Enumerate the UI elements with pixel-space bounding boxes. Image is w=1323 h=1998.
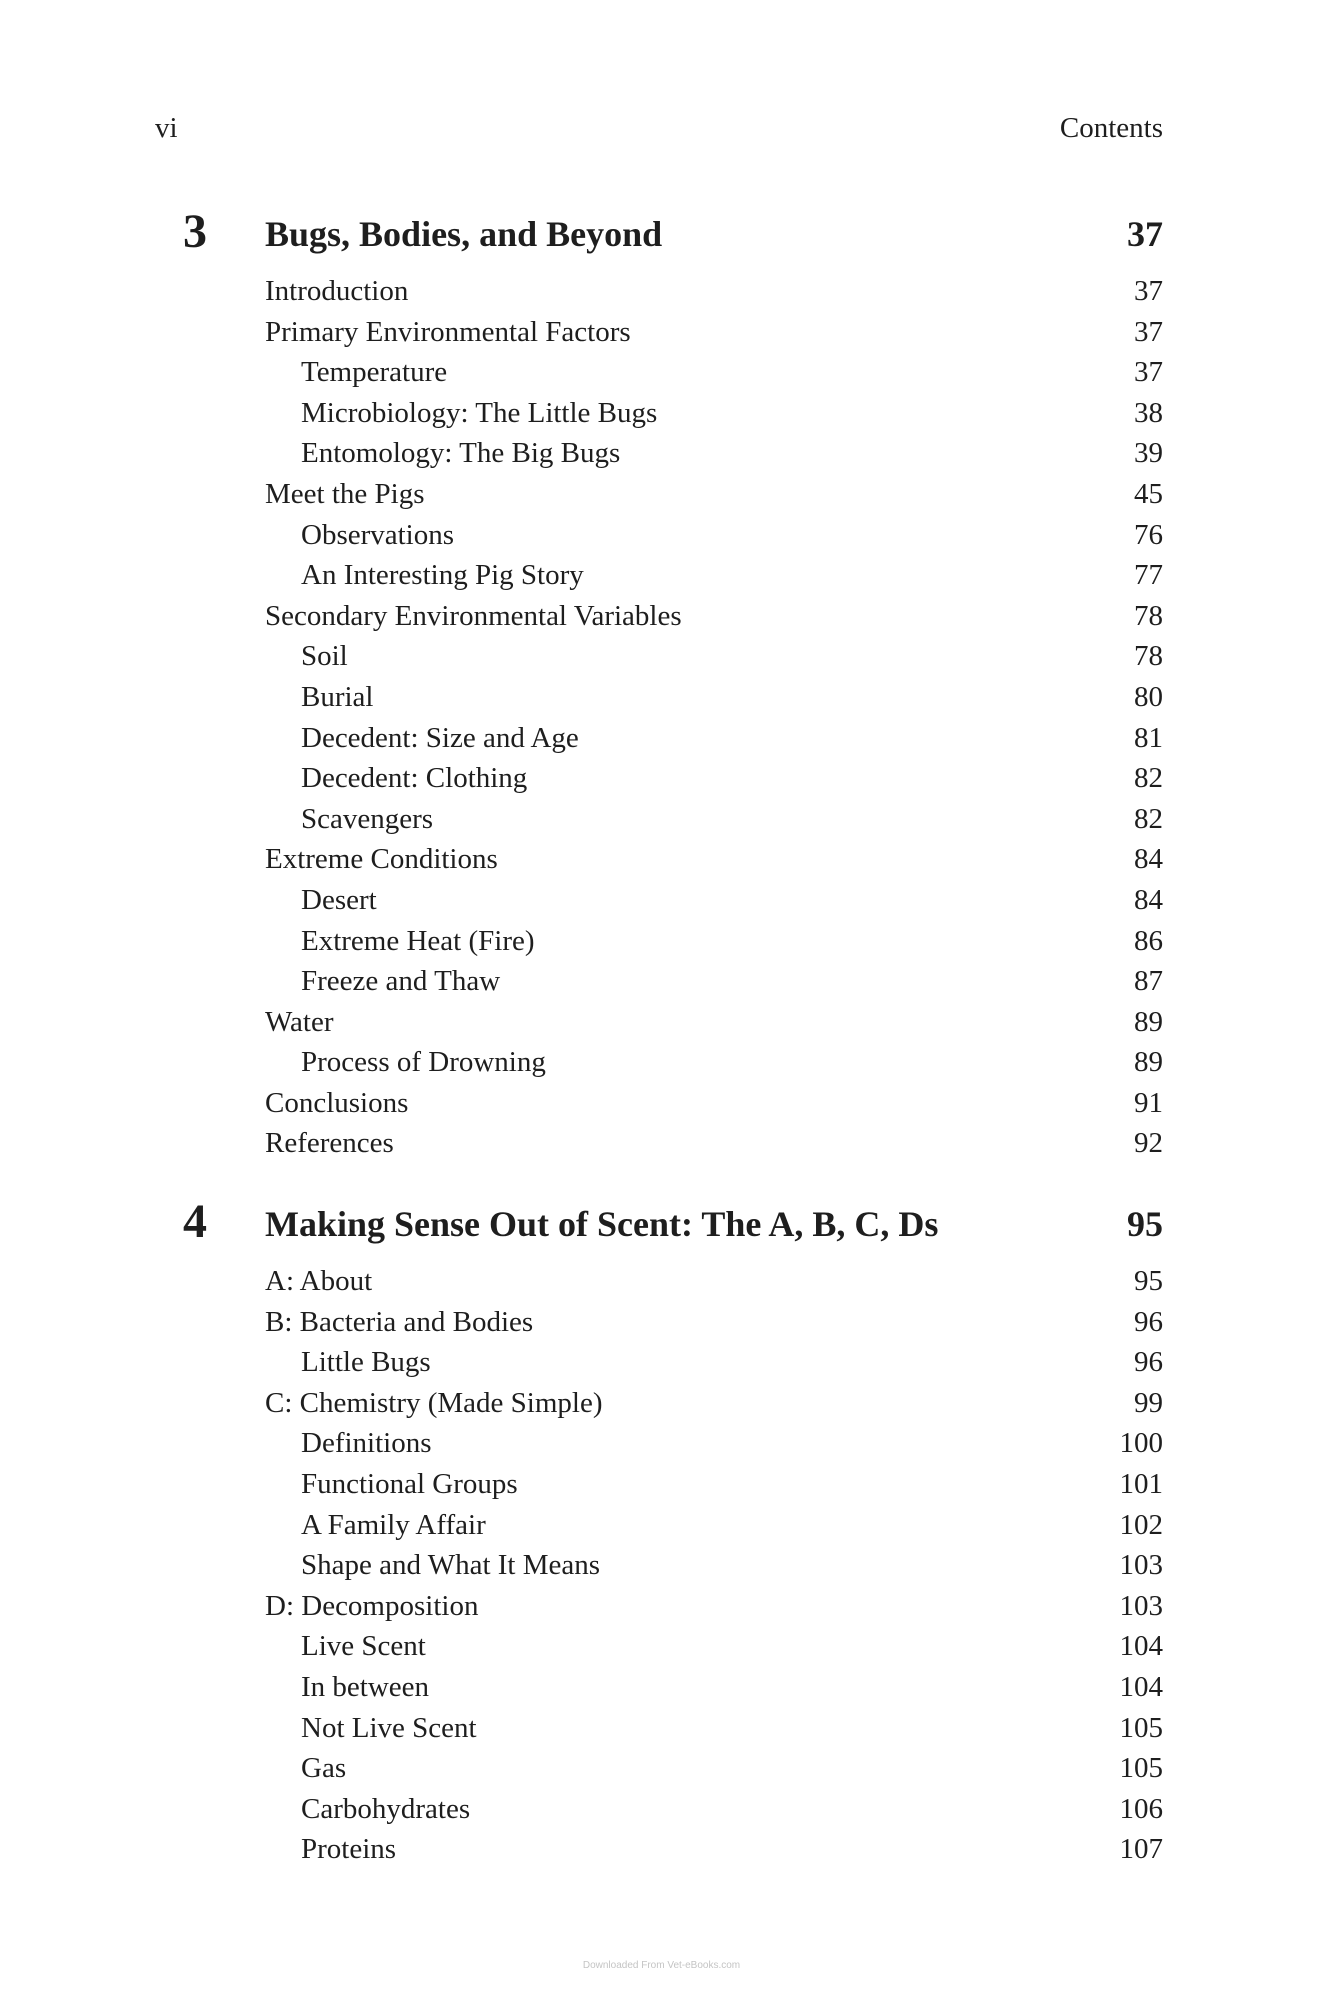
entry-page-number: 38 — [1134, 396, 1163, 429]
entry-title: B: Bacteria and Bodies — [265, 1305, 534, 1338]
entry-page-number: 102 — [1119, 1508, 1163, 1541]
entry-page-number: 89 — [1134, 1046, 1163, 1079]
toc-subsection-entry[interactable] — [155, 677, 1163, 718]
entry-title: An Interesting Pig Story — [301, 559, 584, 592]
toc-subsection-entry[interactable] — [155, 352, 1163, 393]
chapter-number: 4 — [183, 1195, 207, 1248]
toc-subsection-entry[interactable] — [155, 393, 1163, 434]
toc-subsection-entry[interactable] — [155, 1708, 1163, 1749]
entry-page-number: 84 — [1134, 883, 1163, 916]
entry-title: In between — [301, 1670, 430, 1703]
toc-subsection-entry[interactable] — [155, 1545, 1163, 1586]
toc-section-entry[interactable] — [155, 271, 1163, 312]
entry-page-number: 96 — [1134, 1305, 1163, 1338]
entry-page-number: 99 — [1134, 1386, 1163, 1419]
entry-page-number: 103 — [1119, 1589, 1163, 1622]
toc-section-entry[interactable] — [155, 1302, 1163, 1343]
toc-section-entry[interactable] — [155, 312, 1163, 353]
entry-title: Primary Environmental Factors — [265, 315, 631, 348]
entry-title: Carbohydrates — [301, 1792, 471, 1825]
toc-section-entry[interactable] — [155, 1261, 1163, 1302]
toc-subsection-entry[interactable] — [155, 1789, 1163, 1830]
toc-section-entry[interactable] — [155, 596, 1163, 637]
running-head — [155, 108, 1163, 148]
entry-page-number: 89 — [1134, 1005, 1163, 1038]
toc-section-entry[interactable] — [155, 1586, 1163, 1627]
toc-subsection-entry[interactable] — [155, 636, 1163, 677]
chapter-3-entries — [155, 271, 1163, 1164]
toc-subsection-entry[interactable] — [155, 758, 1163, 799]
entry-title: Introduction — [265, 275, 409, 307]
entry-title: C: Chemistry (Made Simple) — [265, 1386, 603, 1419]
entry-title: Little Bugs — [301, 1346, 431, 1379]
toc-subsection-entry[interactable] — [155, 1829, 1163, 1870]
entry-page-number: 105 — [1119, 1711, 1163, 1744]
toc-section-entry[interactable] — [155, 1123, 1163, 1164]
toc-subsection-entry[interactable] — [155, 799, 1163, 840]
chapter-title: Bugs, Bodies, and Beyond — [265, 214, 663, 254]
toc-subsection-entry[interactable] — [155, 880, 1163, 921]
entry-title: Secondary Environmental Variables — [265, 599, 682, 632]
entry-page-number: 104 — [1119, 1630, 1163, 1663]
toc-subsection-entry[interactable] — [155, 1505, 1163, 1546]
toc-section-entry[interactable] — [155, 839, 1163, 880]
running-head-title: Contents — [1059, 112, 1163, 144]
entry-page-number: 91 — [1134, 1086, 1163, 1119]
toc-subsection-entry[interactable] — [155, 1667, 1163, 1708]
toc-subsection-entry[interactable] — [155, 921, 1163, 962]
toc-subsection-entry[interactable] — [155, 1423, 1163, 1464]
entry-title: Freeze and Thaw — [301, 965, 501, 998]
entry-page-number: 81 — [1134, 721, 1163, 754]
entry-title: Decedent: Size and Age — [301, 721, 579, 754]
entry-title: Not Live Scent — [301, 1711, 477, 1744]
entry-title: Proteins — [301, 1833, 397, 1866]
entry-page-number: 82 — [1134, 762, 1163, 795]
entry-page-number: 37 — [1134, 275, 1163, 307]
entry-page-number: 95 — [1134, 1265, 1163, 1297]
entry-page-number: 101 — [1119, 1467, 1163, 1500]
toc-subsection-entry[interactable] — [155, 718, 1163, 759]
entry-title: Water — [265, 1005, 334, 1038]
toc-subsection-entry[interactable] — [155, 1042, 1163, 1083]
entry-page-number: 78 — [1134, 599, 1163, 632]
page-number: vi — [155, 112, 178, 144]
entry-title: Decedent: Clothing — [301, 762, 528, 795]
toc-subsection-entry[interactable] — [155, 515, 1163, 556]
entry-title: D: Decomposition — [265, 1589, 479, 1622]
entry-page-number: 105 — [1119, 1752, 1163, 1785]
entry-page-number: 82 — [1134, 802, 1163, 835]
entry-title: Meet the Pigs — [265, 477, 425, 510]
entry-title: A: About — [265, 1265, 373, 1297]
entry-page-number: 106 — [1119, 1792, 1163, 1825]
entry-page-number: 77 — [1134, 559, 1163, 592]
entry-title: Process of Drowning — [301, 1046, 546, 1079]
chapter-page-number: 37 — [1127, 214, 1163, 254]
entry-title: Definitions — [301, 1427, 432, 1460]
entry-page-number: 100 — [1119, 1427, 1163, 1460]
entry-page-number: 86 — [1134, 924, 1163, 957]
entry-page-number: 84 — [1134, 843, 1163, 876]
entry-title: Live Scent — [301, 1630, 426, 1663]
toc-subsection-entry[interactable] — [155, 1626, 1163, 1667]
download-watermark: Downloaded From Vet-eBooks.com — [582, 1960, 741, 1971]
toc-subsection-entry[interactable] — [155, 1342, 1163, 1383]
entry-page-number: 92 — [1134, 1127, 1163, 1160]
toc-section-entry[interactable] — [155, 474, 1163, 515]
entry-title: Gas — [301, 1752, 347, 1785]
entry-page-number: 104 — [1119, 1670, 1163, 1703]
chapter-heading[interactable] — [155, 205, 1163, 259]
entry-title: Burial — [301, 680, 374, 713]
entry-title: Entomology: The Big Bugs — [301, 437, 621, 470]
entry-page-number: 107 — [1119, 1833, 1163, 1866]
entry-page-number: 78 — [1134, 640, 1163, 673]
entry-page-number: 39 — [1134, 437, 1163, 470]
toc-subsection-entry[interactable] — [155, 555, 1163, 596]
entry-page-number: 80 — [1134, 680, 1163, 713]
entry-title: Desert — [301, 883, 377, 916]
toc-subsection-entry[interactable] — [155, 1748, 1163, 1789]
toc-subsection-entry[interactable] — [155, 433, 1163, 474]
chapter-title: Making Sense Out of Scent: The A, B, C, Ds — [265, 1204, 939, 1244]
toc-subsection-entry[interactable] — [155, 961, 1163, 1002]
entry-title: A Family Affair — [301, 1508, 486, 1541]
toc-section-entry[interactable] — [155, 1002, 1163, 1043]
entry-page-number: 103 — [1119, 1549, 1163, 1582]
entry-title: References — [265, 1127, 394, 1160]
entry-title: Shape and What It Means — [301, 1549, 601, 1582]
entry-title: Microbiology: The Little Bugs — [301, 396, 658, 429]
toc-section-entry[interactable] — [155, 1083, 1163, 1124]
entry-title: Soil — [301, 640, 348, 673]
entry-page-number: 76 — [1134, 518, 1163, 551]
entry-title: Extreme Heat (Fire) — [301, 924, 535, 957]
entry-page-number: 45 — [1134, 477, 1163, 510]
toc-section-entry[interactable] — [155, 1383, 1163, 1424]
toc-subsection-entry[interactable] — [155, 1464, 1163, 1505]
entry-title: Extreme Conditions — [265, 843, 498, 876]
entry-title: Functional Groups — [301, 1467, 518, 1500]
entry-title: Conclusions — [265, 1086, 409, 1119]
chapter-heading[interactable] — [155, 1195, 1163, 1249]
entry-page-number: 37 — [1134, 315, 1163, 348]
chapter-number: 3 — [183, 205, 207, 258]
entry-page-number: 87 — [1134, 965, 1163, 998]
entry-page-number: 37 — [1134, 356, 1163, 389]
entry-title: Observations — [301, 518, 455, 551]
chapter-4-entries — [155, 1261, 1163, 1870]
chapter-page-number: 95 — [1127, 1204, 1163, 1244]
entry-page-number: 96 — [1134, 1346, 1163, 1379]
entry-title: Scavengers — [301, 802, 434, 835]
entry-title: Temperature — [301, 356, 448, 389]
